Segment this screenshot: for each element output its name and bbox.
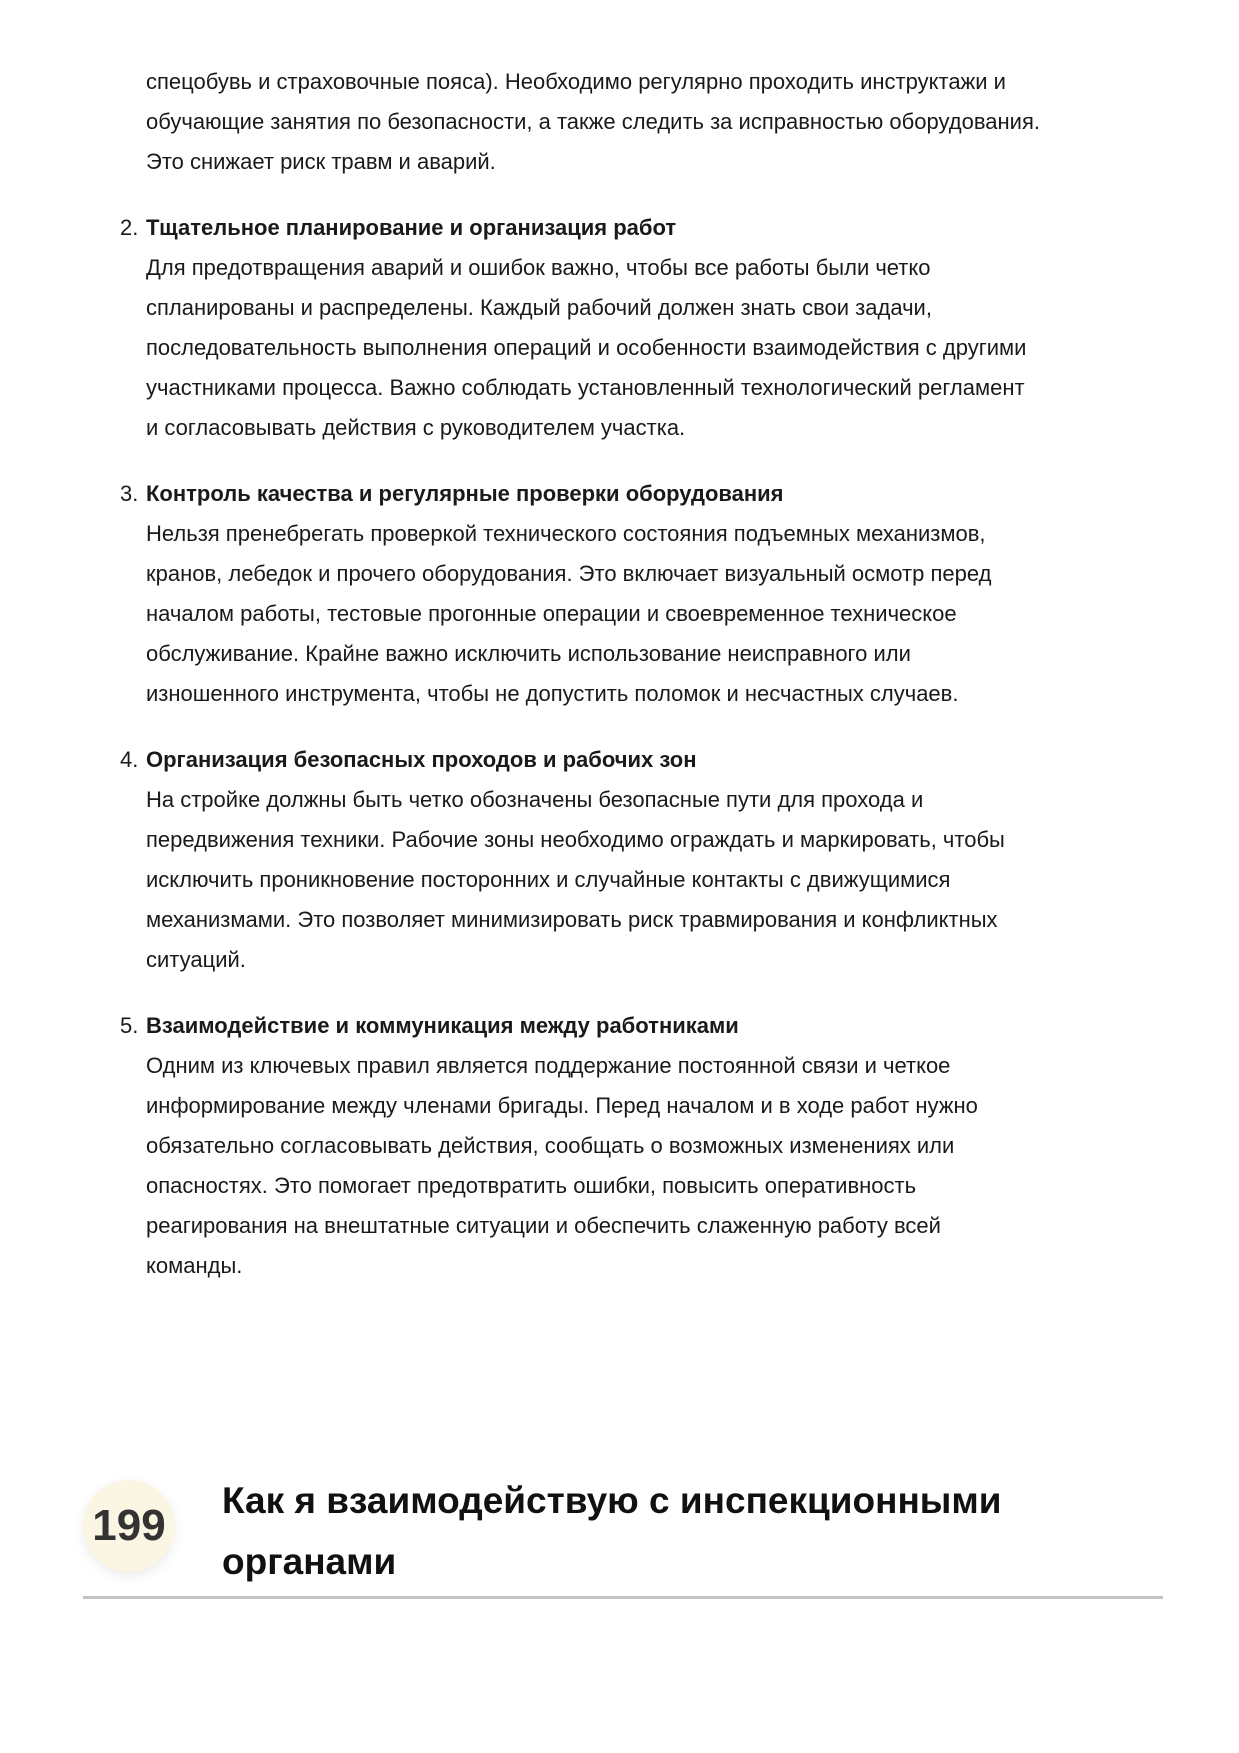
list-item-number: 5. xyxy=(120,1013,139,1038)
text-line: участниками процесса. Важно соблюдать установленный технологический регламент xyxy=(146,375,1025,400)
section-title-line: органами xyxy=(222,1541,397,1582)
text-line: спецобувь и страховочные пояса). Необходимо регулярно проходить инструктажи и xyxy=(146,69,1006,94)
list-item-number: 3. xyxy=(120,481,139,506)
list-item xyxy=(120,474,1176,714)
list-item-title: Взаимодействие и коммуникация между работниками xyxy=(146,1013,739,1038)
text-line: последовательность выполнения операций и особенности взаимодействия с другими xyxy=(146,335,1027,360)
list-item xyxy=(120,1006,1176,1286)
text-line: обязательно согласовывать действия, сообщать о возможных изменениях или xyxy=(146,1133,955,1158)
section-number-badge: 199 xyxy=(83,1480,175,1572)
text-line: механизмами. Это позволяет минимизировать риск травмирования и конфликтных xyxy=(146,907,998,932)
text-line: изношенного инструмента, чтобы не допустить поломок и несчастных случаев. xyxy=(146,681,959,706)
text-line: Это снижает риск травм и аварий. xyxy=(146,149,496,174)
list-item-number: 4. xyxy=(120,747,139,772)
text-line: и согласовывать действия с руководителем участка. xyxy=(146,415,686,440)
text-line: опасностях. Это помогает предотвратить ошибки, повысить оперативность xyxy=(146,1173,917,1198)
text-line: началом работы, тестовые прогонные операции и своевременное техническое xyxy=(146,601,957,626)
text-line: исключить проникновение посторонних и случайные контакты с движущимися xyxy=(146,867,951,892)
list-item-title: Организация безопасных проходов и рабочих зон xyxy=(146,747,697,772)
text-line: реагирования на внештатные ситуации и обеспечить слаженную работу всей xyxy=(146,1213,941,1238)
text-line: передвижения техники. Рабочие зоны необходимо ограждать и маркировать, чтобы xyxy=(146,827,1005,852)
list-item-title: Контроль качества и регулярные проверки оборудования xyxy=(146,481,784,506)
text-line: обучающие занятия по безопасности, а также следить за исправностью оборудования. xyxy=(146,109,1040,134)
list-item xyxy=(120,740,1176,980)
section-title xyxy=(222,1470,1002,1592)
section-header xyxy=(83,1460,1163,1599)
text-line: ситуаций. xyxy=(146,947,246,972)
list-item xyxy=(120,208,1176,448)
text-line: Нельзя пренебрегать проверкой технического состояния подъемных механизмов, xyxy=(146,521,986,546)
list-item-number: 2. xyxy=(120,215,139,240)
text-line: обслуживание. Крайне важно исключить использование неисправного или xyxy=(146,641,911,666)
document-body xyxy=(120,62,1176,1286)
text-line: На стройке должны быть четко обозначены безопасные пути для прохода и xyxy=(146,787,924,812)
text-line: спланированы и распределены. Каждый рабочий должен знать свои задачи, xyxy=(146,295,932,320)
section-title-line: Как я взаимодействую с инспекционными xyxy=(222,1480,1002,1521)
intro-paragraph xyxy=(146,62,1176,182)
list-item-title: Тщательное планирование и организация работ xyxy=(146,215,677,240)
text-line: Для предотвращения аварий и ошибок важно, чтобы все работы были четко xyxy=(146,255,931,280)
text-line: команды. xyxy=(146,1253,243,1278)
text-line: кранов, лебедок и прочего оборудования. Это включает визуальный осмотр перед xyxy=(146,561,992,586)
text-line: информирование между членами бригады. Перед началом и в ходе работ нужно xyxy=(146,1093,978,1118)
text-line: Одним из ключевых правил является поддержание постоянной связи и четкое xyxy=(146,1053,951,1078)
